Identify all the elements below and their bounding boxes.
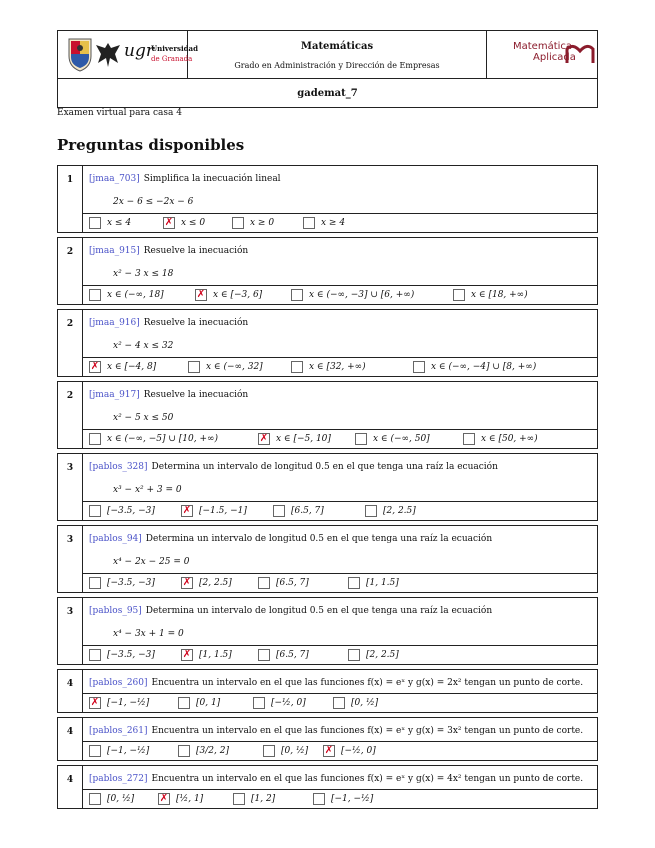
options-divider bbox=[83, 645, 597, 646]
checkbox-icon[interactable] bbox=[89, 577, 101, 589]
section-title: Preguntas disponibles bbox=[57, 136, 245, 154]
question-id-link[interactable]: [pablos_94] bbox=[89, 534, 142, 544]
question-number: 3 bbox=[58, 526, 83, 592]
options-divider bbox=[83, 357, 597, 358]
checkbox-icon[interactable] bbox=[89, 649, 101, 661]
answer-option[interactable] bbox=[89, 289, 164, 301]
header-bottom-row bbox=[58, 79, 597, 108]
answer-option-label: [−1, −½] bbox=[107, 746, 150, 756]
checkbox-icon[interactable] bbox=[89, 745, 101, 757]
question-body bbox=[83, 166, 597, 232]
question-box bbox=[57, 669, 598, 713]
answer-option-label: x ∈ (−∞, −3] ∪ [6, +∞) bbox=[309, 290, 415, 300]
answer-option-label: x ≥ 0 bbox=[250, 218, 275, 228]
answer-option-label: x ∈ [50, +∞) bbox=[481, 434, 538, 444]
checkbox-icon[interactable] bbox=[89, 217, 101, 229]
checkbox-icon[interactable] bbox=[232, 217, 244, 229]
question-box bbox=[57, 237, 598, 305]
eagle-icon bbox=[94, 39, 122, 69]
checkbox-icon[interactable] bbox=[273, 505, 285, 517]
answer-option-label: x ∈ [18, +∞) bbox=[471, 290, 528, 300]
answer-option[interactable] bbox=[89, 745, 149, 757]
question-number: 2 bbox=[58, 238, 83, 304]
answer-option[interactable] bbox=[188, 361, 263, 373]
checkbox-icon[interactable] bbox=[348, 649, 360, 661]
answer-option[interactable] bbox=[232, 217, 274, 229]
answer-option-label: x ∈ (−∞, −4] ∪ [8, +∞) bbox=[431, 362, 537, 372]
answer-option[interactable] bbox=[323, 745, 376, 757]
answer-option[interactable] bbox=[365, 505, 416, 517]
university-name-line2: de Granada bbox=[151, 55, 193, 63]
question-box bbox=[57, 717, 598, 761]
question-text: Simplifica la inecuación lineal bbox=[143, 174, 281, 184]
question-statement bbox=[89, 318, 248, 328]
checkbox-icon[interactable] bbox=[89, 505, 101, 517]
checkbox-icon[interactable] bbox=[463, 433, 475, 445]
answer-option[interactable] bbox=[258, 433, 331, 445]
checkbox-icon[interactable] bbox=[303, 217, 315, 229]
checkbox-icon[interactable] bbox=[89, 433, 101, 445]
options-divider bbox=[83, 573, 597, 574]
answer-option-label: [0, ½] bbox=[351, 698, 379, 708]
answer-option[interactable] bbox=[333, 697, 378, 709]
checkbox-icon[interactable] bbox=[188, 361, 200, 373]
question-body bbox=[83, 766, 597, 808]
question-text: Determina un intervalo de longitud 0.5 en el que tenga una raíz la ecuación bbox=[151, 462, 498, 472]
question-box bbox=[57, 309, 598, 377]
answer-option[interactable] bbox=[178, 745, 229, 757]
answer-option-label: x ∈ (−∞, 32] bbox=[206, 362, 263, 372]
question-box bbox=[57, 765, 598, 809]
checkbox-icon[interactable] bbox=[355, 433, 367, 445]
checked-cross-icon[interactable]: ✗ bbox=[164, 217, 174, 228]
question-text: Resuelve la inecuación bbox=[143, 318, 249, 328]
degree-name: Grado en Administración y Dirección de Empresas bbox=[234, 61, 440, 70]
answer-option[interactable] bbox=[89, 361, 156, 373]
answer-option[interactable] bbox=[195, 289, 262, 301]
checkbox-icon[interactable] bbox=[453, 289, 465, 301]
options-divider bbox=[83, 285, 597, 286]
department-name-line1: Matemática bbox=[513, 41, 573, 52]
checkbox-icon[interactable] bbox=[253, 697, 265, 709]
answer-option-label: x ∈ [−5, 10] bbox=[276, 434, 331, 444]
answer-option[interactable] bbox=[258, 577, 309, 589]
answer-option[interactable] bbox=[181, 577, 232, 589]
answer-option-label: x ≤ 4 bbox=[107, 218, 132, 228]
answer-option-label: [0, ½] bbox=[281, 746, 309, 756]
answer-option[interactable] bbox=[463, 433, 538, 445]
question-statement bbox=[89, 534, 492, 544]
question-id-link[interactable]: [pablos_260] bbox=[89, 678, 148, 688]
university-logo bbox=[58, 31, 198, 79]
answer-option-label: [−1, −½] bbox=[107, 698, 150, 708]
answer-option-label: x ≤ 0 bbox=[181, 218, 206, 228]
options-divider bbox=[83, 693, 597, 694]
question-box bbox=[57, 453, 598, 521]
answer-option[interactable] bbox=[313, 793, 373, 805]
checkbox-icon[interactable] bbox=[365, 505, 377, 517]
answer-option[interactable] bbox=[258, 649, 309, 661]
question-text: Determina un intervalo de longitud 0.5 en el que tenga una raíz la ecuación bbox=[145, 534, 493, 544]
checked-cross-icon[interactable]: ✗ bbox=[324, 745, 334, 756]
question-id-link[interactable]: [jmaa_703] bbox=[89, 174, 140, 184]
answer-option-label: [2, 2.5] bbox=[199, 578, 232, 588]
answer-option[interactable] bbox=[253, 697, 306, 709]
answer-option[interactable] bbox=[163, 217, 205, 229]
question-body bbox=[83, 526, 597, 592]
answer-option-label: [−3.5, −3] bbox=[107, 650, 155, 660]
checkbox-icon[interactable] bbox=[263, 745, 275, 757]
checkbox-icon[interactable] bbox=[291, 289, 303, 301]
answer-option-label: x ∈ (−∞, −5] ∪ [10, +∞) bbox=[107, 434, 219, 444]
question-equation: x³ − x² + 3 = 0 bbox=[113, 485, 182, 495]
document-header bbox=[57, 30, 598, 108]
answer-option-label: x ∈ [−3, 6] bbox=[213, 290, 263, 300]
answer-option-label: x ∈ [32, +∞) bbox=[309, 362, 366, 372]
answer-option[interactable] bbox=[355, 433, 430, 445]
question-id-link[interactable]: [jmaa_916] bbox=[89, 318, 140, 328]
question-statement bbox=[89, 174, 281, 184]
header-top-row bbox=[58, 31, 597, 79]
question-text: Resuelve la inecuación bbox=[143, 390, 249, 400]
university-name-line1: Universidad bbox=[151, 44, 198, 53]
answer-option-label: [2, 2.5] bbox=[383, 506, 416, 516]
answer-option-label: x ≥ 4 bbox=[321, 218, 346, 228]
answer-option[interactable] bbox=[263, 745, 308, 757]
answer-option[interactable] bbox=[413, 361, 536, 373]
question-statement bbox=[89, 606, 492, 616]
question-statement bbox=[89, 390, 248, 400]
question-statement bbox=[89, 726, 583, 736]
options-divider bbox=[83, 213, 597, 214]
checkbox-icon[interactable] bbox=[258, 649, 270, 661]
course-info bbox=[188, 31, 487, 79]
question-number: 2 bbox=[58, 382, 83, 448]
question-id-link[interactable]: [pablos_261] bbox=[89, 726, 148, 736]
question-box bbox=[57, 381, 598, 449]
answer-option-label: [6.5, 7] bbox=[291, 506, 324, 516]
answer-option[interactable] bbox=[453, 289, 528, 301]
question-body bbox=[83, 598, 597, 664]
answer-option-label: [1, 1.5] bbox=[366, 578, 399, 588]
checked-cross-icon[interactable]: ✗ bbox=[196, 289, 206, 300]
question-number: 1 bbox=[58, 166, 83, 232]
answer-option-label: [2, 2.5] bbox=[366, 650, 399, 660]
checkbox-icon[interactable] bbox=[89, 289, 101, 301]
checked-cross-icon[interactable]: ✗ bbox=[159, 793, 169, 804]
answer-option-label: [0, ½] bbox=[107, 794, 135, 804]
question-box bbox=[57, 165, 598, 233]
question-number: 4 bbox=[58, 718, 83, 760]
question-body bbox=[83, 238, 597, 304]
answer-option[interactable] bbox=[89, 697, 149, 709]
question-statement bbox=[89, 246, 248, 256]
answer-option[interactable] bbox=[89, 793, 134, 805]
department-logo bbox=[487, 31, 598, 79]
question-box bbox=[57, 525, 598, 593]
answer-option[interactable] bbox=[178, 697, 220, 709]
question-equation: x² − 4 x ≤ 32 bbox=[113, 341, 174, 351]
answer-option[interactable] bbox=[273, 505, 324, 517]
answer-option-label: [3/2, 2] bbox=[196, 746, 229, 756]
question-id-link[interactable]: [jmaa_915] bbox=[89, 246, 140, 256]
answer-option-label: [6.5, 7] bbox=[276, 650, 309, 660]
question-number: 3 bbox=[58, 598, 83, 664]
question-id-link[interactable]: [pablos_272] bbox=[89, 774, 148, 784]
checked-cross-icon[interactable]: ✗ bbox=[182, 577, 192, 588]
question-statement bbox=[89, 678, 583, 688]
question-text: Resuelve la inecuación bbox=[143, 246, 249, 256]
question-text: Encuentra un intervalo en el que las funciones f(x) = eˣ y g(x) = 3x² tengan un punto de corte. bbox=[151, 726, 584, 736]
options-divider bbox=[83, 429, 597, 430]
answer-option-label: x ∈ [−4, 8] bbox=[107, 362, 157, 372]
answer-option-label: x ∈ (−∞, 18] bbox=[107, 290, 164, 300]
question-text: Determina un intervalo de longitud 0.5 en el que tenga una raíz la ecuación bbox=[145, 606, 493, 616]
exam-label: Examen virtual para casa 4 bbox=[57, 108, 182, 118]
question-box bbox=[57, 597, 598, 665]
question-id-link[interactable]: [pablos_95] bbox=[89, 606, 142, 616]
question-number: 4 bbox=[58, 670, 83, 712]
question-id-link[interactable]: [pablos_328] bbox=[89, 462, 148, 472]
question-equation: 2x − 6 ≤ −2x − 6 bbox=[113, 197, 194, 207]
answer-option-label: [−3.5, −3] bbox=[107, 506, 155, 516]
checkbox-icon[interactable] bbox=[258, 577, 270, 589]
checkbox-icon[interactable] bbox=[413, 361, 425, 373]
checkbox-icon[interactable] bbox=[348, 577, 360, 589]
question-number: 2 bbox=[58, 310, 83, 376]
answer-option-label: [−1, −½] bbox=[331, 794, 374, 804]
question-id-link[interactable]: [jmaa_917] bbox=[89, 390, 140, 400]
checked-cross-icon[interactable]: ✗ bbox=[182, 649, 192, 660]
options-divider bbox=[83, 501, 597, 502]
answer-option-label: [−½, 0] bbox=[341, 746, 376, 756]
answer-option-label: [−½, 0] bbox=[271, 698, 306, 708]
question-equation: x⁴ − 3x + 1 = 0 bbox=[113, 629, 184, 639]
options-divider bbox=[83, 789, 597, 790]
answer-option[interactable] bbox=[89, 217, 131, 229]
checked-cross-icon[interactable]: ✗ bbox=[259, 433, 269, 444]
answer-option-label: x ∈ (−∞, 50] bbox=[373, 434, 430, 444]
answer-option-label: [6.5, 7] bbox=[276, 578, 309, 588]
university-crest-icon bbox=[67, 36, 93, 72]
question-body bbox=[83, 310, 597, 376]
answer-option[interactable] bbox=[291, 361, 366, 373]
answer-option-label: [1, 2] bbox=[251, 794, 276, 804]
question-statement bbox=[89, 462, 498, 472]
answer-option[interactable] bbox=[233, 793, 275, 805]
answer-option[interactable] bbox=[89, 649, 155, 661]
checkbox-icon[interactable] bbox=[178, 697, 190, 709]
department-name-line2: Aplicada bbox=[533, 52, 576, 63]
answer-option[interactable] bbox=[181, 649, 232, 661]
ugr-wordmark: ugr bbox=[124, 41, 154, 61]
question-statement bbox=[89, 774, 583, 784]
checked-cross-icon[interactable]: ✗ bbox=[90, 361, 100, 372]
question-body bbox=[83, 382, 597, 448]
question-body bbox=[83, 670, 597, 712]
checked-cross-icon[interactable]: ✗ bbox=[90, 697, 100, 708]
question-equation: x² − 5 x ≤ 50 bbox=[113, 413, 174, 423]
question-text: Encuentra un intervalo en el que las funciones f(x) = eˣ y g(x) = 4x² tengan un punto de corte. bbox=[151, 774, 584, 784]
answer-option[interactable] bbox=[291, 289, 414, 301]
checked-cross-icon[interactable]: ✗ bbox=[182, 505, 192, 516]
answer-option[interactable] bbox=[89, 433, 218, 445]
answer-option-label: [0, 1] bbox=[196, 698, 221, 708]
answer-option[interactable] bbox=[348, 649, 399, 661]
answer-option-label: [½, 1] bbox=[176, 794, 204, 804]
answer-option-label: [−1.5, −1] bbox=[199, 506, 247, 516]
question-number: 3 bbox=[58, 454, 83, 520]
answer-option-label: [1, 1.5] bbox=[199, 650, 232, 660]
question-body bbox=[83, 718, 597, 760]
exam-code: gademat_7 bbox=[297, 88, 358, 99]
question-equation: x² − 3 x ≤ 18 bbox=[113, 269, 174, 279]
answer-option[interactable] bbox=[158, 793, 203, 805]
checkbox-icon[interactable] bbox=[333, 697, 345, 709]
checkbox-icon[interactable] bbox=[313, 793, 325, 805]
answer-option[interactable] bbox=[181, 505, 247, 517]
question-text: Encuentra un intervalo en el que las funciones f(x) = eˣ y g(x) = 2x² tengan un punto de corte. bbox=[151, 678, 584, 688]
answer-option[interactable] bbox=[89, 577, 155, 589]
department-wave-icon bbox=[565, 43, 595, 65]
checkbox-icon[interactable] bbox=[291, 361, 303, 373]
question-body bbox=[83, 454, 597, 520]
options-divider bbox=[83, 741, 597, 742]
checkbox-icon[interactable] bbox=[89, 793, 101, 805]
answer-option[interactable] bbox=[348, 577, 399, 589]
answer-option[interactable] bbox=[89, 505, 155, 517]
checkbox-icon[interactable] bbox=[233, 793, 245, 805]
question-equation: x⁴ − 2x − 25 = 0 bbox=[113, 557, 190, 567]
checkbox-icon[interactable] bbox=[178, 745, 190, 757]
answer-option[interactable] bbox=[303, 217, 345, 229]
question-number: 4 bbox=[58, 766, 83, 808]
answer-option-label: [−3.5, −3] bbox=[107, 578, 155, 588]
subject-title: Matemáticas bbox=[300, 41, 374, 52]
